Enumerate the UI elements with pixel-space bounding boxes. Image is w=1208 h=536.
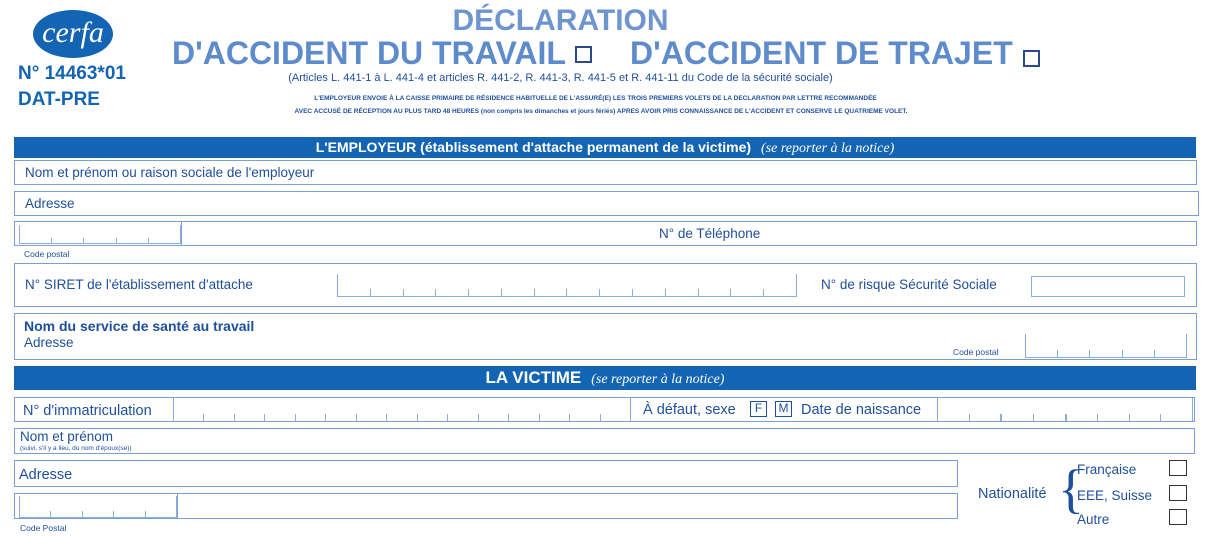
employeur-postal-code-label: Code postal <box>24 249 70 259</box>
nationalite-francaise-checkbox[interactable] <box>1169 460 1187 476</box>
notice-line-2: AVEC ACCUSÉ DE RÉCEPTION AU PLUS TARD 48 HEURES (non compris les dimanches et jours fériés) APRES AVOIR PRIS CONNAISSANCE DE L'ACCIDENT ET CONSERVE LE QUATRIEME VOLET. <box>294 108 908 115</box>
service-postal-code-label: Code postal <box>953 347 999 357</box>
sexe-m-checkbox[interactable]: M <box>775 401 792 417</box>
employeur-section-title: L'EMPLOYEUR (établissement d'attache permanent de la victime) <box>315 139 752 155</box>
nationalite-option-francaise: Française <box>1077 462 1137 477</box>
victime-address-label: Adresse <box>19 467 73 483</box>
victime-section-note: (se reporter à la notice) <box>591 372 725 387</box>
form-code: DAT-PRE <box>18 89 100 110</box>
victime-name-label: Nom et prénom <box>20 429 114 444</box>
risque-input[interactable] <box>1031 276 1185 297</box>
nationalite-brace: { <box>1058 459 1084 519</box>
service-sante-label: Nom du service de santé au travail <box>24 318 255 334</box>
victime-section-title: LA VICTIME <box>485 368 582 387</box>
employeur-phone-label: N° de Téléphone <box>659 226 761 241</box>
siret-row <box>14 263 1197 307</box>
cerfa-number: N° 14463*01 <box>18 63 126 84</box>
siret-label: N° SIRET de l'établissement d'attache <box>25 277 253 292</box>
victime-postal-row <box>14 493 958 519</box>
victime-postal-code-input[interactable] <box>19 496 177 518</box>
service-postal-code-input[interactable] <box>1025 334 1187 358</box>
employeur-section-header <box>14 137 1196 158</box>
victime-postal-code-label: Code Postal <box>20 523 67 533</box>
victime-name-sublabel: (suivi, s'il y a lieu, du nom d'époux(se)) <box>20 445 132 452</box>
employeur-name-label: Nom et prénom ou raison sociale de l'employeur <box>25 165 315 180</box>
employeur-name-field[interactable] <box>14 160 1197 185</box>
siret-input[interactable] <box>337 274 797 297</box>
immatriculation-label: N° d'immatriculation <box>23 403 152 419</box>
accident-travail-checkbox[interactable] <box>575 46 592 63</box>
service-address-label: Adresse <box>24 335 74 350</box>
nationalite-eee-checkbox[interactable] <box>1169 485 1187 501</box>
victime-section-header <box>14 366 1196 390</box>
risque-label: N° de risque Sécurité Sociale <box>821 277 997 292</box>
title-accident-travail: D'ACCIDENT DU TRAVAIL <box>172 35 566 71</box>
naissance-label: Date de naissance <box>801 402 922 418</box>
victime-address-field[interactable] <box>14 460 958 487</box>
page-title: DÉCLARATION <box>452 4 669 37</box>
defaut-sexe-label: À défaut, sexe <box>643 402 736 418</box>
employeur-postal-phone-row <box>14 221 1197 246</box>
nationalite-option-eee: EEE, Suisse <box>1077 488 1153 503</box>
service-sante-row <box>14 313 1197 360</box>
accident-trajet-checkbox[interactable] <box>1023 50 1040 67</box>
nationalite-autre-checkbox[interactable] <box>1169 509 1187 525</box>
employeur-postal-code-input[interactable] <box>19 225 181 244</box>
employeur-address-field[interactable] <box>14 191 1199 216</box>
sexe-f-checkbox[interactable]: F <box>750 401 767 417</box>
immatriculation-input[interactable] <box>173 398 631 421</box>
notice-line-1: L'EMPLOYEUR ENVOIE À LA CAISSE PRIMAIRE DE RÉSIDENCE HABITUELLE DE L'ASSURÉ(E) LES TROIS PREMIERS VOLETS DE LA DECLARATION PAR LETTRE RECOMMANDÉE <box>314 95 877 102</box>
victime-name-field[interactable] <box>14 428 1195 454</box>
immatriculation-row <box>14 397 1195 422</box>
title-accident-trajet: D'ACCIDENT DE TRAJET <box>630 35 1013 71</box>
cerfa-logo: cerfa <box>33 10 113 58</box>
nationalite-option-autre: Autre <box>1077 512 1110 527</box>
legal-articles: (Articles L. 441-1 à L. 441-4 et articles R. 441-2, R. 441-3, R. 441-5 et R. 441-11 du Code de la sécurité sociale) <box>288 72 833 84</box>
nationalite-label: Nationalité <box>978 486 1047 502</box>
employeur-address-label: Adresse <box>25 196 75 211</box>
employeur-section-note: (se reporter à la notice) <box>761 141 895 156</box>
naissance-input[interactable] <box>937 398 1193 421</box>
